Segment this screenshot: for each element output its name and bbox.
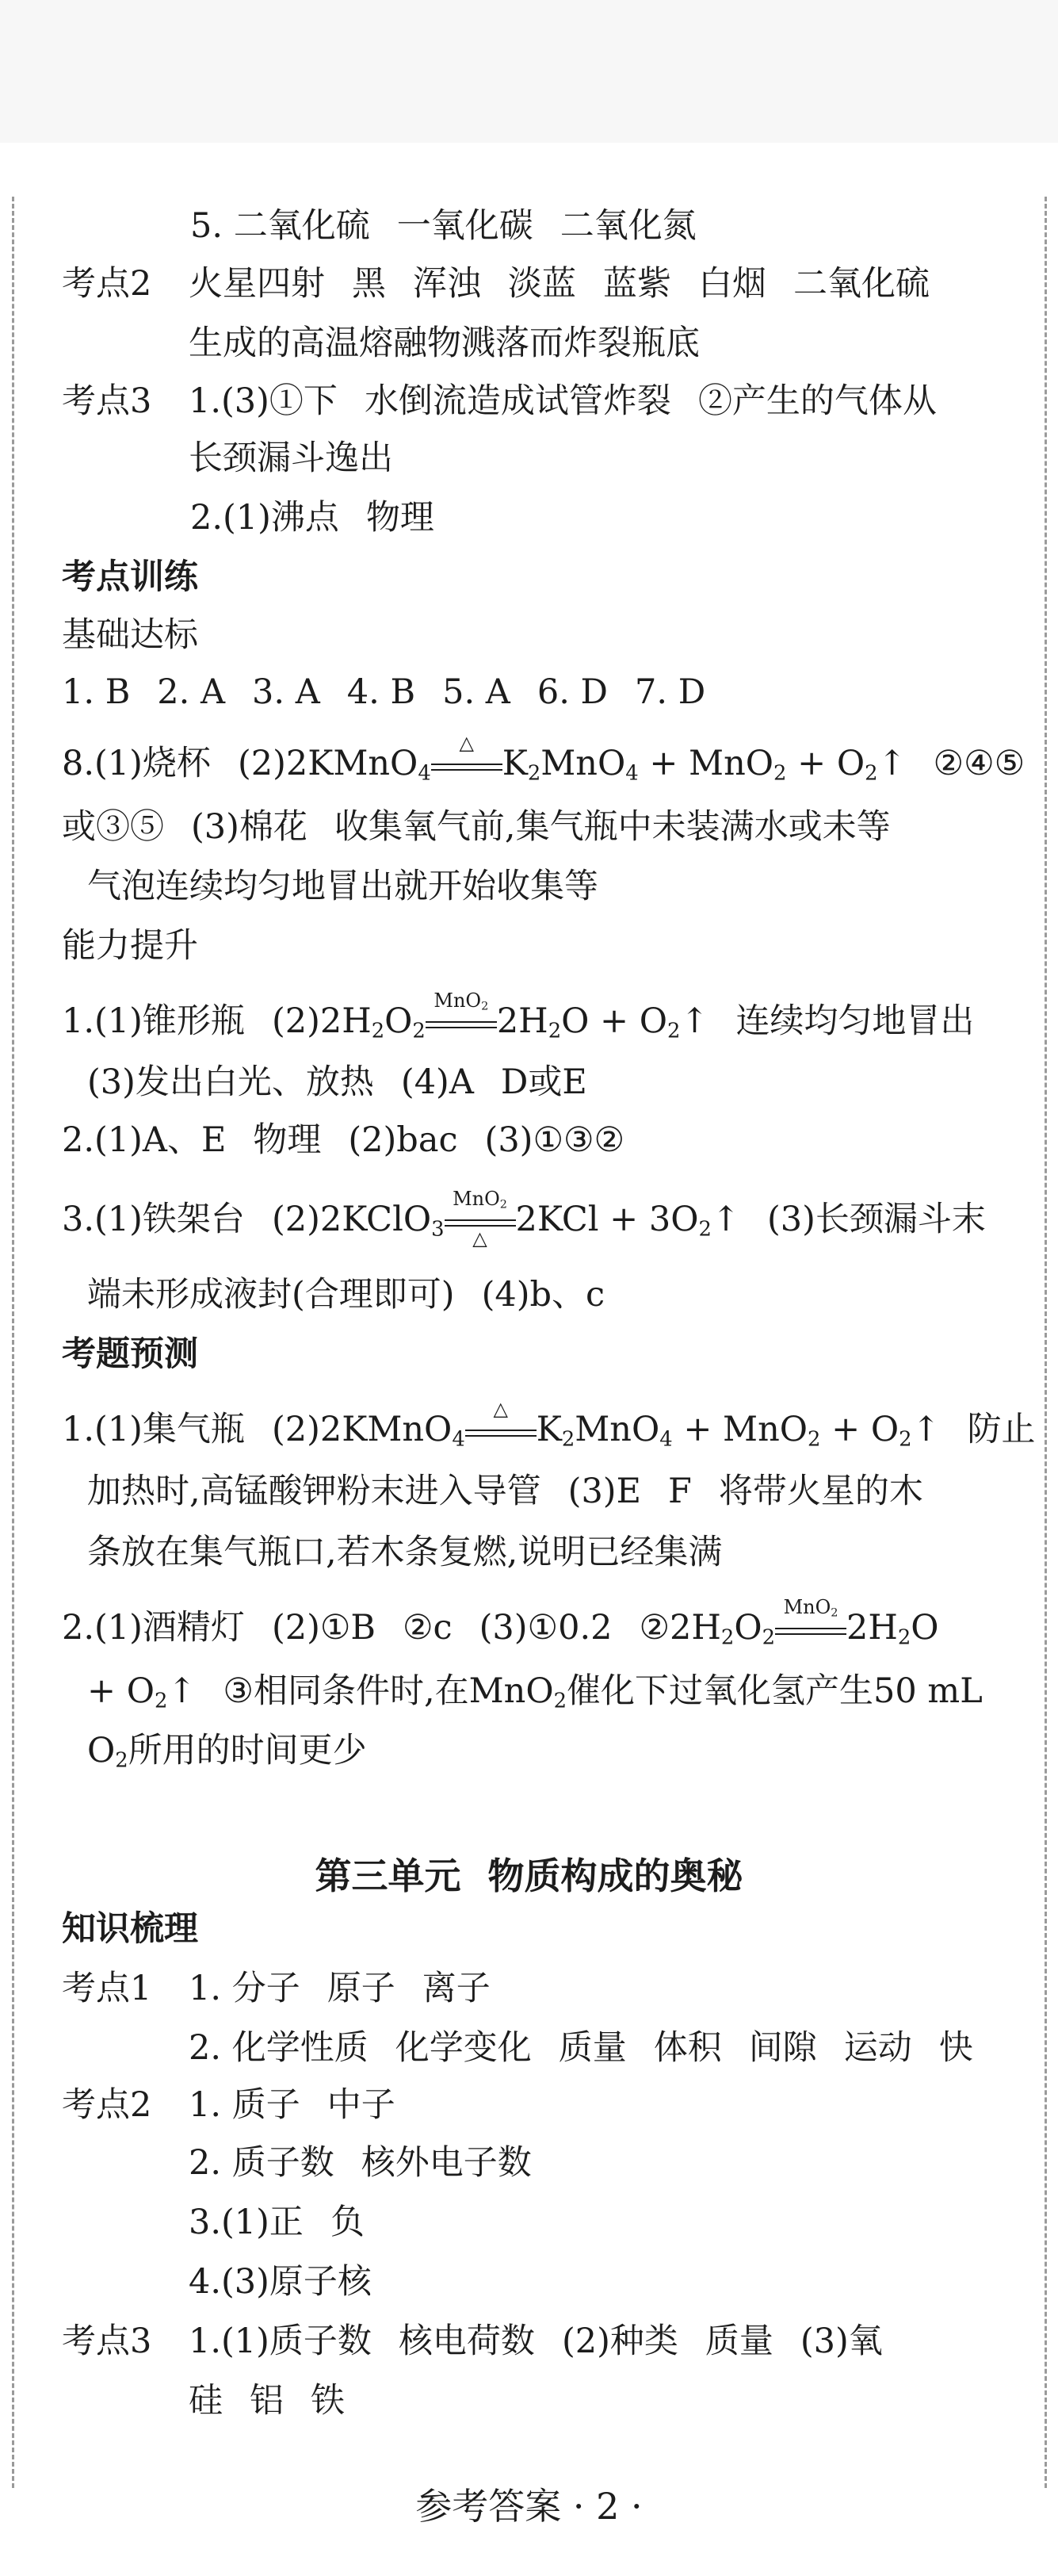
line-k3-2: 硅 铝 铁 xyxy=(189,2381,345,2421)
line-k2-4: 4.(3)原子核 xyxy=(189,2262,372,2302)
line-8-2: 或③⑤ (3)棉花 收集氧气前,集气瓶中未装满水或未等 xyxy=(62,807,891,847)
heading-zhishi-shuli: 知识梳理 xyxy=(62,1909,198,1949)
line-mc-answers: 1. B 2. A 3. A 4. B 5. A 6. D 7. D xyxy=(62,672,706,712)
line-k3-1: 考点3 1.(1)质子数 核电荷数 (2)种类 质量 (3)氧 xyxy=(62,2321,883,2361)
line-n1-1: 1.(1)锥形瓶 $(2)2H_2O_2$ MnO$_2$ $2H_2O$ + $O_2↑$ 连续均匀地冒出 xyxy=(62,989,975,1043)
line-k1-1: 考点1 1. 分子 原子 离子 xyxy=(62,1969,491,2008)
line-5: 长颈漏斗逸出 xyxy=(189,438,393,478)
line-1: 5. 二氧化硫 一氧化碳 二氧化氮 xyxy=(190,206,697,246)
line-3: 生成的高温熔融物溅落而炸裂瓶底 xyxy=(189,323,700,363)
line-2: 考点2 火星四射 黑 浑浊 淡蓝 蓝紫 白烟 二氧化硫 xyxy=(62,264,930,304)
right-cut-line xyxy=(1045,197,1047,2488)
line-y2-1: 2.(1)酒精灯 (2)①B ②c (3)①0.2 $②2H_2O_2$ MnO$_2$ $2H_2O$ xyxy=(62,1596,939,1650)
top-margin-band xyxy=(0,0,1058,143)
line-y1-2: 加热时,高锰酸钾粉末进入导管 (3)E F 将带火星的木 xyxy=(87,1472,923,1511)
heading-kaoti-yuce: 考题预测 xyxy=(62,1334,198,1374)
line-k2-1: 考点2 1. 质子 中子 xyxy=(62,2085,395,2125)
line-k1-2: 2. 化学性质 化学变化 质量 体积 间隙 运动 快 xyxy=(189,2028,973,2068)
line-n3-1: 3.(1)铁架台 (2)2KClO$_3$ MnO$_2$ △ $2KCl + 3O_2↑$ (3)长颈漏斗末 xyxy=(62,1188,986,1250)
line-n2: 2.(1)A、E 物理 (2)bac (3)①③② xyxy=(62,1120,625,1160)
line-8-1: 8.(1)烧杯 (2)2KMnO$_4$ △ $K_2MnO_4 + MnO_2$ + $O_2↑$ ②④⑤ xyxy=(62,732,1026,786)
line-n3-2: 端未形成液封(合理即可) (4)b、c xyxy=(87,1275,605,1315)
line-k2-3: 3.(1)正 负 xyxy=(189,2203,365,2242)
line-y1-3: 条放在集气瓶口,若木条复燃,说明已经集满 xyxy=(87,1533,723,1572)
line-y2-3: $O_2$所用的时间更少 xyxy=(87,1731,367,1773)
line-k2-2: 2. 质子数 核外电子数 xyxy=(189,2143,532,2183)
line-6: 2.(1)沸点 物理 xyxy=(190,498,434,538)
heading-kaodian-xunlian: 考点训练 xyxy=(62,557,198,597)
line-8-3: 气泡连续均匀地冒出就开始收集等 xyxy=(87,867,598,906)
line-y2-2: + $O_2↑$ ③相同条件时,在MnO$_2$催化下过氧化氢产生50 mL xyxy=(87,1671,983,1713)
line-y1-1: 1.(1)集气瓶 (2)2KMnO$_4$ △ $K_2MnO_4 + MnO_2$ + $O_2↑$ 防止 xyxy=(62,1398,1036,1452)
page-footer: 参考答案 · 2 · xyxy=(415,2485,643,2528)
subheading-nengli: 能力提升 xyxy=(62,926,198,966)
line-4: 考点3 1.(3)①下 水倒流造成试管炸裂 ②产生的气体从 xyxy=(62,381,937,421)
left-cut-line xyxy=(12,197,14,2488)
unit-title: 第三单元 物质构成的奥秘 xyxy=(315,1854,743,1897)
line-n1-2: (3)发出白光、放热 (4)A D或E xyxy=(87,1062,587,1102)
subheading-jichu: 基础达标 xyxy=(62,615,198,655)
